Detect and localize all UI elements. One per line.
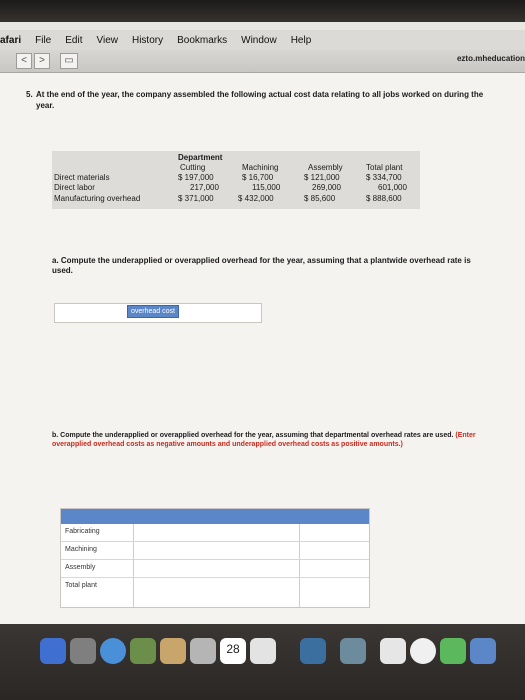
table-cell: $ 85,600: [304, 194, 336, 203]
table-cell: $ 432,000: [238, 194, 274, 203]
back-button[interactable]: <: [16, 53, 32, 69]
grid-row-machining[interactable]: [61, 542, 369, 560]
table-cell: $ 371,000: [178, 194, 214, 203]
screen: [0, 22, 525, 624]
table-cell: 217,000: [190, 183, 219, 192]
calendar-icon[interactable]: [220, 638, 246, 664]
finder-icon[interactable]: [40, 638, 66, 664]
table-cell: 269,000: [312, 183, 341, 192]
table-cell: 601,000: [378, 183, 407, 192]
sidebar-toggle-icon[interactable]: ▭: [60, 53, 78, 69]
page-content: [0, 73, 525, 624]
col-header-cutting: Cutting: [180, 163, 206, 172]
departmental-overhead-grid: [60, 508, 370, 608]
grid-row-label: Fabricating: [65, 528, 100, 535]
col-header-machining: Machining: [242, 163, 279, 172]
grid-row-label: Machining: [65, 546, 97, 553]
cost-data-table: [52, 151, 420, 209]
menu-window[interactable]: Window: [241, 34, 277, 46]
row-label-direct-materials: Direct materials: [54, 173, 110, 182]
notes-icon[interactable]: [250, 638, 276, 664]
photos-icon[interactable]: [130, 638, 156, 664]
table-cell: $ 197,000: [178, 173, 214, 182]
url-bar[interactable]: ezto.mheducation: [456, 54, 525, 63]
department-header: Department: [178, 153, 223, 162]
menu-help[interactable]: Help: [290, 34, 312, 46]
grid-row-assembly[interactable]: [61, 560, 369, 578]
browser-toolbar: [0, 50, 525, 73]
question-number: 5.: [26, 90, 33, 99]
question-5: [26, 89, 496, 111]
dock: [0, 624, 525, 700]
messages-icon[interactable]: [470, 638, 496, 664]
table-cell: $ 121,000: [304, 173, 340, 182]
part-a-prompt: a. Compute the underapplied or overapplied overhead for the year, assuming that a plantwide overhead rate is used.: [52, 256, 471, 275]
part-b-instruction: (Enter overapplied overhead costs as negative amounts and underapplied overhead costs as positive amounts.): [52, 432, 476, 448]
safari-icon[interactable]: [100, 638, 126, 664]
part-b-prompt: [52, 431, 492, 449]
table-cell: 115,000: [252, 183, 281, 192]
table-cell: $ 888,600: [366, 194, 402, 203]
grid-row-fabricating[interactable]: [61, 524, 369, 542]
grid-header: [61, 509, 369, 524]
row-label-direct-labor: Direct labor: [54, 183, 95, 192]
contacts-icon[interactable]: [160, 638, 186, 664]
facetime-icon[interactable]: [440, 638, 466, 664]
menu-history[interactable]: History: [131, 34, 164, 46]
overhead-cost-dropdown[interactable]: overhead cost: [127, 305, 179, 318]
grid-row-label: Total plant: [65, 582, 97, 589]
app-icon[interactable]: [300, 638, 326, 664]
menu-bookmarks[interactable]: Bookmarks: [177, 34, 228, 46]
menu-app-name[interactable]: afari: [0, 34, 22, 46]
row-label-manufacturing-overhead: Manufacturing overhead: [54, 194, 141, 203]
menu-edit[interactable]: Edit: [65, 34, 83, 46]
question-text: At the end of the year, the company assembled the following actual cost data relating to all jobs worked on during the year.: [36, 90, 484, 110]
table-cell: $ 334,700: [366, 173, 402, 182]
menu-bar: [0, 30, 525, 50]
part-b-text: b. Compute the underapplied or overapplied overhead for the year, assuming that departmental overhead rates are used.: [52, 432, 454, 439]
maps-icon[interactable]: [380, 638, 406, 664]
menu-view[interactable]: View: [96, 34, 118, 46]
calendar-day: 28: [226, 642, 240, 656]
photos-icon[interactable]: [410, 638, 436, 664]
col-header-assembly: Assembly: [308, 163, 343, 172]
col-header-total-plant: Total plant: [366, 163, 403, 172]
menu-file[interactable]: File: [35, 34, 52, 46]
screen-bezel: [0, 0, 525, 22]
table-cell: $ 16,700: [242, 173, 274, 182]
forward-button[interactable]: >: [34, 53, 50, 69]
grid-row-label: Assembly: [65, 564, 96, 571]
app-icon[interactable]: [340, 638, 366, 664]
grid-row-total-plant[interactable]: [61, 578, 369, 595]
launchpad-icon[interactable]: [70, 638, 96, 664]
app-icon[interactable]: [190, 638, 216, 664]
